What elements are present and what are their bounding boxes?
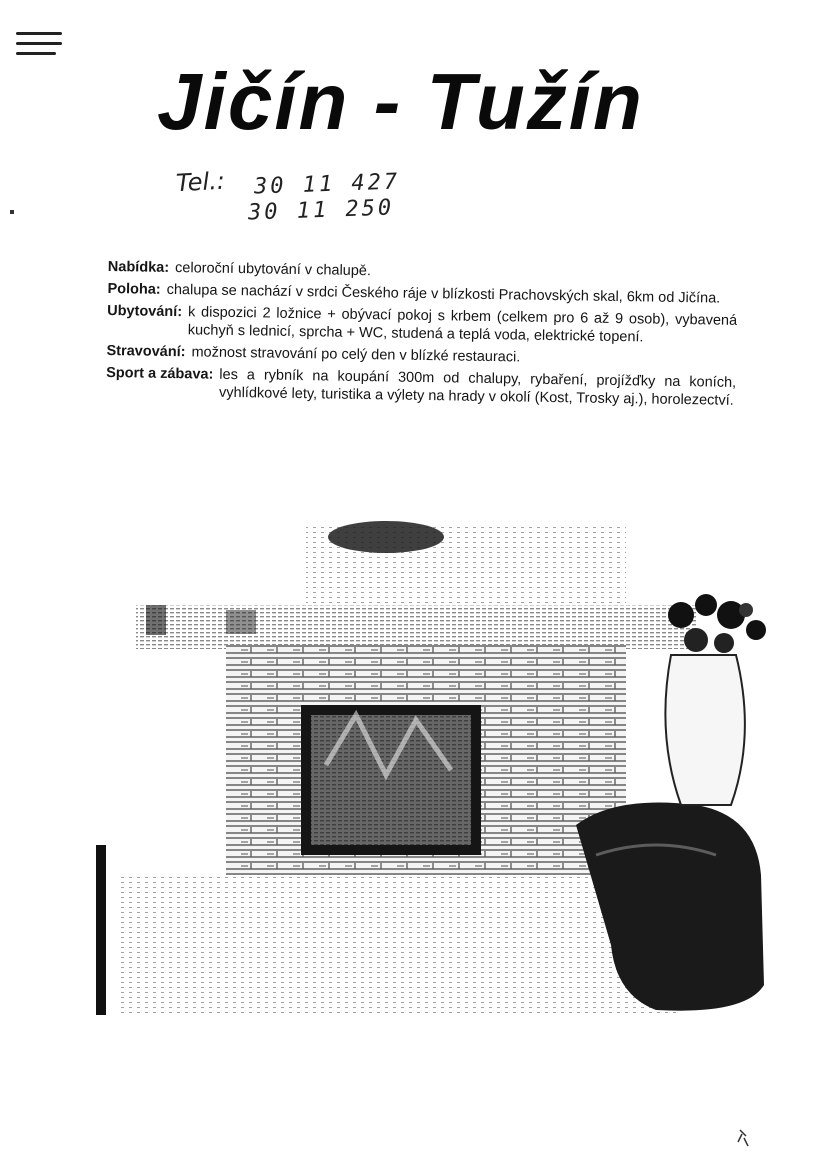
info-label: Ubytování: <box>107 302 183 321</box>
scan-artifact <box>736 1128 750 1148</box>
info-text: k dispozici 2 ložnice + obývací pokoj s krbem (celkem pro 6 až 9 osob), vybavená kuchyň s lednicí, sprcha + WC, studená a teplá voda, elektrické topení. <box>187 304 738 346</box>
margin-dot <box>10 210 14 214</box>
info-text: chalupa se nachází v srdci Českého ráje v blízkosti Prachovských skal, 6km od Jičína. <box>166 281 721 307</box>
fireplace-photo <box>56 515 776 1035</box>
info-row-sport <box>106 364 736 410</box>
page-title: Jičín - Tužín <box>157 57 644 146</box>
phone-number-1: 30 11 427 <box>253 169 401 200</box>
info-text: celoroční ubytování v chalupě. <box>174 260 372 280</box>
info-label: Sport a zábava: <box>106 364 214 383</box>
fireplace-photo-graphic <box>56 515 776 1035</box>
info-label: Stravování: <box>106 342 186 361</box>
info-label: Nabídka: <box>107 258 170 276</box>
phone-label: Tel.: <box>175 166 226 198</box>
info-label: Poloha: <box>107 280 161 298</box>
info-text: les a rybník na koupání 300m od chalupy, rybaření, projížďky na koních, vyhlídkové lety, turistika a výlety na hrady v okolí (Kost, Trosky aj.), horolezectví. <box>218 366 737 409</box>
accommodation-info <box>106 258 738 414</box>
info-row-accommodation <box>107 302 737 348</box>
info-text: možnost stravování po celý den v blízké restauraci. <box>191 344 521 366</box>
binder-mark <box>16 30 66 56</box>
phone-number-2: 30 11 250 <box>247 195 395 226</box>
